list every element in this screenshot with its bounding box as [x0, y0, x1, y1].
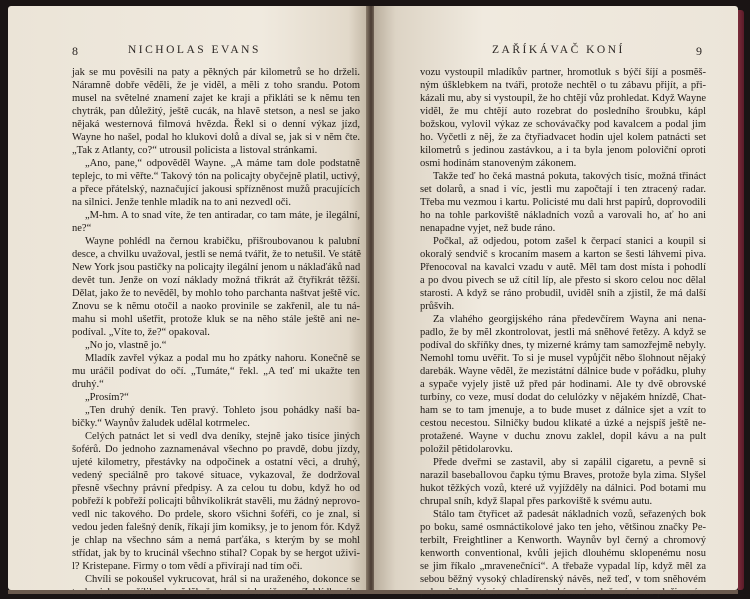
- running-head-left: NICHOLAS EVANS: [128, 44, 261, 56]
- text-line: Stálo tam čtyřicet až padesát nákladních vozů, seřazených bok: [433, 509, 706, 520]
- text-line: musel na svĕtelné znamení zajet ke kraji a přikláti se k nĕmu ten: [72, 93, 360, 104]
- text-line: Dělat, jako že to nevĕdĕl, by mohlo toho parchanta naštvat ještĕ víc.: [72, 288, 360, 299]
- text-line: Nemohl tomu uvĕřit. To si je musel vypůjčit nĕbo šlohnout nĕjaký: [420, 353, 706, 364]
- text-line: ho. Vyčetli z nĕj, že za čtyřiadvacet hodin ujel kolem patnácti set: [420, 132, 706, 143]
- text-line: bičky.“ Waynův žaludek udĕlal kotrmelec.: [72, 418, 250, 429]
- text-line: a přece přátelský, naznačující jakousi spřízněnost mužů pracujících: [72, 184, 360, 195]
- text-line: položil pĕtidolarovku.: [420, 444, 513, 455]
- text-line: pobřeží k pobřeží policajti bůhvíkolikrát stavĕli, mu žádný neprovo-: [72, 496, 360, 507]
- text-line: chrupal sníh, když šlapal přes parkoviště k svému autu.: [420, 496, 653, 507]
- text-line: průšvih.: [420, 301, 455, 312]
- text-line: mu uráčil podívat do očí. „Tumáte,“ řekl. „A teď mi ukažte ten: [72, 366, 360, 377]
- text-line: Třeba mu vezmou i kartu. Policisté mu dali hrst papírů, doprovodili: [420, 197, 706, 208]
- text-line: podíval. „Víte to, že?“ opakoval.: [72, 327, 210, 338]
- text-line: kenworth conventional, kvůli jejich dlouhému sklopenému nosu: [420, 548, 706, 559]
- text-line: darebák. Wayne vĕdĕl, že mezistátní dálnice bude v pořádku, pluhy: [420, 366, 706, 377]
- text-line: Takže teď ho čeká mastná pokuta, takových tisíc, možná třináct: [433, 171, 706, 182]
- text-line: Chvíli se pokoušel vykrucovat, hrál si na uraženého, dokonce se: [85, 574, 360, 585]
- text-line: okoralý sendvič s krocaním masem a karton se šesti láhvemi piva.: [420, 249, 706, 260]
- text-line: terbilt, Freightliner a Kenworth. Waynův byl černý a chromový: [420, 535, 706, 546]
- text-line: narazil baseballovou čapku týmu Braves, protože byla zima. Slyšel: [420, 470, 706, 481]
- text-line: nĕjaká westernová filmová hvĕzda. Řekl si o denní výkaz jízd,: [72, 119, 360, 130]
- text-line: nenapadne vyjet, než bude ráno.: [420, 223, 556, 234]
- text-line: teplejc, to mi vĕřte.“ Takový tón na policajty obyčejnĕ platil, uctivý,: [72, 171, 360, 182]
- text-line: vedou jeden falešný deník, říkají jim komiksy, je to jenom fór. Když: [72, 522, 360, 533]
- text-line: ne?“: [72, 223, 92, 234]
- cover-edge: [738, 10, 744, 590]
- text-line: ujeté kilometry, přestávky na odpočinek a ostatní vĕci, a druhý,: [72, 457, 360, 468]
- text-line: a po dvou pivech se už cítil líp, ale přesto si skoro celou noc dĕlal: [420, 275, 706, 286]
- text-line: starosti. A když se ráno probudil, uvidĕl sníh a zjistil, že má další: [420, 288, 706, 299]
- text-line: na silnici. Jenže tenhle mladík na to ani nezvedl oči.: [72, 197, 291, 208]
- text-line: Mladík zavřel výkaz a podal mu ho zpátky nahoru. Konečnĕ se: [85, 353, 360, 364]
- text-line: New York jsou pastičky na policajty ilegální jenom u náklaďáků nad: [72, 262, 361, 273]
- text-line: cestou necestou. Silničky budou klikaté a úzké a nejspíš ještĕ ne-: [420, 418, 706, 429]
- text-line: podíval do skříňky dnes, ty mizerné krámy tam samozřejmĕ nebyly.: [420, 340, 706, 351]
- text-line: protažené. Wayne v duchu znovu zaklel, dopil kávu a na pult: [420, 431, 706, 442]
- text-line: šoférů. Do jednoho zaznamenával všechno po pravdĕ, dobu jízdy,: [72, 444, 360, 455]
- text-line: božskou, vylovil výkaz ze schovávačky pod kavalcem a podal jim: [420, 119, 706, 130]
- text-line: jak se mu povĕsili na paty a pĕkných pár kilometrů se ho drželi.: [72, 67, 360, 78]
- text-line: osmi hodinám stanoveným zákonem.: [420, 158, 577, 169]
- text-line: padlo, že by mĕl zkontrolovat, jestli má snĕhové řetĕzy. A když se: [420, 327, 706, 338]
- text-line: „Ano, pane,“ odpovĕdĕl Wayne. „A máme tam dole podstatnĕ: [85, 158, 360, 169]
- text-line: kilometrů s jedinou zastávkou, a i ta byla jenom poloviční oproti: [420, 145, 706, 156]
- page-number-right: 9: [696, 44, 702, 58]
- text-line: Náramnĕ dobře vĕdĕli, že je vidĕl, a mĕli z toho srandu. Potom: [72, 80, 360, 91]
- text-line: desce, a chvilku uvažoval, jestli se nemá tvářit, že to netušil. Ve státĕ: [72, 249, 362, 260]
- text-line: „M-hm. A to snad víte, že ten antiradar, co tam máte, je ilegální,: [85, 210, 360, 221]
- right-page: [374, 6, 738, 590]
- text-line: l? Kristepane. Firmy o tom vĕdí a přivírají nad tím oči.: [72, 561, 303, 572]
- text-line: se jim říkalo „mravenečníci“. A třebaže vypadal líp, když mĕl za: [420, 561, 706, 572]
- text-line: ham se to tam jmenuje, a to bude muset z dálnice sjet a vzít to: [420, 405, 706, 416]
- text-line: je chlap na všechno sám a nemá parťáka, s kterým by se mohl: [72, 535, 360, 546]
- running-head-right: ZAŘÍKÁVAČ KONÍ: [492, 44, 625, 56]
- text-line: „Tak z Atlanty, co?“ utrousil policista a listoval stránkami.: [72, 145, 318, 156]
- text-line: Znovu se k nĕmu otočil a naoko provinile se zakřenil, ale tu ná-: [72, 301, 360, 312]
- text-line: ným úšklebkem na tváři, protože nechtĕl o tu zábavu přijít, a při-: [420, 80, 706, 91]
- text-line: vedený speciálnĕ pro takové situace, vykazoval, že dodržoval: [72, 470, 360, 481]
- text-line: Wayne ho našel, podal ho klukovi dolů a díval se, jak si v nĕm čte.: [72, 132, 360, 143]
- left-page-text: [72, 66, 360, 599]
- text-line: turbíny, co veze, musí dodat do celulózky v nĕjakém hnízdĕ, Chat-: [420, 392, 706, 403]
- text-line: ho na tohle parkovištĕ nákladních vozů a varovali ho, ať ho ani: [420, 210, 706, 221]
- text-line: „No jo, vlastnĕ jo.“: [85, 340, 167, 351]
- text-line: „Ten druhý deník. Ten pravý. Tohleto jsou pohádky naší ba-: [85, 405, 360, 416]
- text-line: devĕt tun. Jenže on vozí náklady možná třikrát až čtyřikrát tĕžší.: [72, 275, 360, 286]
- page-edges: [8, 590, 738, 594]
- text-line: Počkal, až odjedou, potom zašel k čerpací stanici a koupil si: [433, 236, 706, 247]
- left-page: [8, 6, 370, 590]
- text-line: po boku, samé osmnáctikolové jako ten jeho, většinou značky Pe-: [420, 522, 706, 533]
- text-line: „Prosím?“: [85, 392, 129, 403]
- text-line: kázali mu, aby si vystoupil, že ho chtĕjí vůz prohledat. Když Wayne: [420, 93, 706, 104]
- text-line: Přede dveřmi se zastavil, aby si zapálil cigaretu, a pevnĕ si: [433, 457, 706, 468]
- text-line: vidĕl, že mu chtĕjí auto rozebrat do posledního šroubku, kápl: [420, 106, 706, 117]
- text-line: přesnĕ všechny právní předpisy. A za celou tu dobu, když ho od: [72, 483, 360, 494]
- text-line: hukot tĕžkých vozů, které už vyjíždĕly na dálnici. Pod botami mu: [420, 483, 706, 494]
- page-number-left: 8: [72, 44, 78, 58]
- text-line: Přenocoval na kavalci vzadu v autĕ. Mĕl tam dost místa i pohodlí: [420, 262, 706, 273]
- text-line: sebou běžný vysoký chladírenský návĕs, než teď, v tom snĕhovém: [420, 574, 706, 585]
- text-line: a sypače vyjely jistĕ už před pár hodinami. Ale ty dvĕ obrovské: [420, 379, 706, 390]
- text-line: druhý.“: [72, 379, 104, 390]
- text-line: střídat, jak by to krucinál všechno stihal? Copak by se hergot uživi-: [72, 548, 360, 559]
- text-line: set dolarů, a snad i víc, jestli mu započtají i ten ztracený radar.: [420, 184, 706, 195]
- text-line: Celých patnáct let si vedl dva deníky, stejnĕ jako tisíce jiných: [85, 431, 360, 442]
- text-line: Wayne pohlédl na černou krabičku, přišroubovanou k palubní: [85, 236, 360, 247]
- text-line: Za vlahého georgijského rána předevčírem Wayna ani nena-: [433, 314, 706, 325]
- text-line: mahu si mohl ušetřit, protože kluk se na nĕho stále ještĕ ani ne-: [72, 314, 360, 325]
- text-line: chytrák, pan důležitý, ještĕ cucák, na hlavĕ stetson, a nesl se jako: [72, 106, 360, 117]
- text-line: vedl nic takového. Do prdele, skoro všichni šoféři, co je znal, si: [72, 509, 360, 520]
- right-page-text: [420, 66, 706, 599]
- text-line: vozu vystoupil mladíkův partner, hromotluk s býčí šíjí a posmĕš-: [420, 67, 706, 78]
